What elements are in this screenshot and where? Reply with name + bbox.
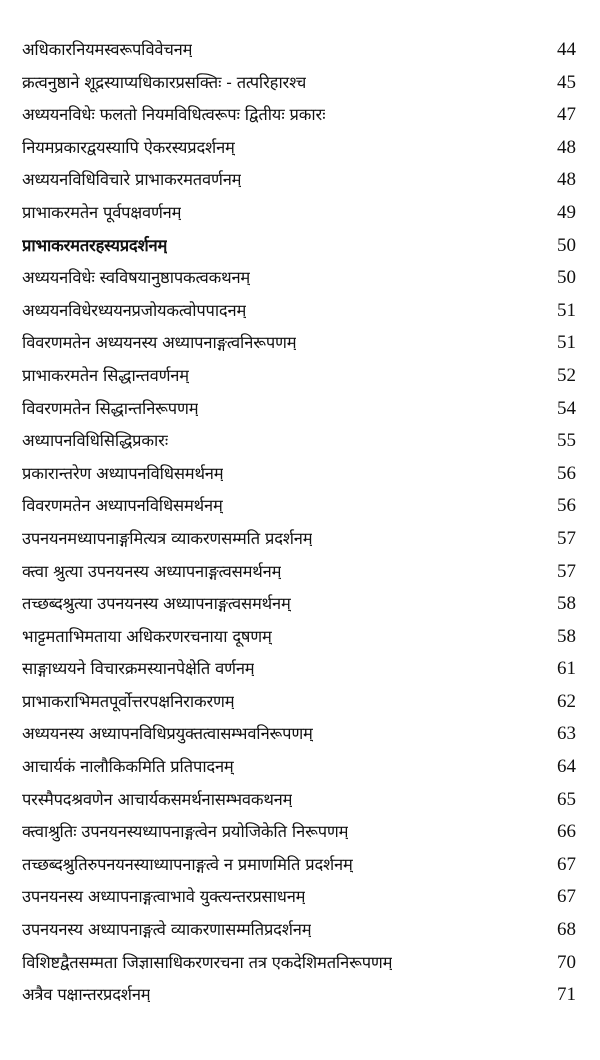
toc-entry-title: उपनयनस्य अध्यापनाङ्गत्वे व्याकरणासम्मतिप्रदर्शनम् bbox=[22, 920, 312, 940]
toc-entry-page-number: 51 bbox=[557, 299, 576, 321]
toc-entry-page-number: 71 bbox=[557, 984, 576, 1006]
toc-entry-page-number: 50 bbox=[557, 267, 576, 289]
toc-entry-page-number: 47 bbox=[557, 104, 576, 126]
toc-entry bbox=[22, 393, 576, 426]
toc-entry-page-number: 54 bbox=[557, 397, 576, 419]
toc-entry-title: साङ्गाध्ययने विचारक्रमस्यानपेक्षेति वर्णनम् bbox=[22, 659, 255, 679]
toc-entry-title: अधिकारनियमस्वरूपविवेचनम् bbox=[22, 40, 193, 59]
toc-entry bbox=[22, 230, 576, 263]
toc-entry bbox=[22, 490, 576, 523]
toc-entry bbox=[22, 653, 576, 686]
toc-entry-title: क्त्वा श्रुत्या उपनयनस्य अध्यापनाङ्गत्वसमर्थनम् bbox=[22, 561, 282, 581]
toc-entry-page-number: 67 bbox=[557, 853, 576, 875]
toc-entry bbox=[22, 556, 576, 589]
toc-entry bbox=[22, 523, 576, 556]
toc-entry-page-number: 57 bbox=[557, 560, 576, 582]
toc-entry bbox=[22, 67, 576, 100]
table-of-contents bbox=[22, 34, 576, 1012]
toc-entry bbox=[22, 34, 576, 67]
toc-entry-title: अध्ययनस्य अध्यापनविधिप्रयुक्तत्वासम्भवनिरूपणम् bbox=[22, 724, 313, 744]
toc-entry-page-number: 58 bbox=[557, 625, 576, 647]
toc-entry bbox=[22, 197, 576, 230]
toc-entry-title: भाट्टमताभिमताया अधिकरणरचनाया दूषणम् bbox=[22, 626, 272, 646]
toc-entry-title: अध्ययनविधेरध्ययनप्रजोयकत्वोपपादनम् bbox=[22, 300, 247, 320]
toc-entry-title: अत्रैव पक्षान्तरप्रदर्शनम् bbox=[22, 985, 151, 1005]
toc-entry-title: क्रत्वनुष्ठाने शूद्रस्याप्यधिकारप्रसक्तिः - तत्परिहारश्च bbox=[22, 72, 307, 92]
toc-entry bbox=[22, 881, 576, 914]
toc-entry bbox=[22, 132, 576, 165]
toc-entry-page-number: 58 bbox=[557, 593, 576, 615]
toc-entry bbox=[22, 588, 576, 621]
toc-entry-page-number: 62 bbox=[557, 690, 576, 712]
toc-entry-title: विवरणमतेन अध्ययनस्य अध्यापनाङ्गत्वनिरूपणम् bbox=[22, 333, 297, 353]
toc-entry-title: उपनयनमध्यापनाङ्गमित्यत्र व्याकरणसम्मति प्रदर्शनम् bbox=[22, 528, 313, 548]
toc-entry-title: विशिष्टद्वैतसम्मता जिज्ञासाधिकरणरचना तत्र एकदेशिमतनिरूपणम् bbox=[22, 952, 393, 972]
toc-entry-title: अध्ययनविधेः स्वविषयानुष्ठापकत्वकथनम् bbox=[22, 268, 251, 288]
toc-entry-page-number: 45 bbox=[557, 71, 576, 93]
toc-entry-page-number: 51 bbox=[557, 332, 576, 354]
toc-entry-page-number: 63 bbox=[557, 723, 576, 745]
toc-entry-page-number: 68 bbox=[557, 919, 576, 941]
toc-entry-page-number: 66 bbox=[557, 821, 576, 843]
toc-entry-page-number: 56 bbox=[557, 495, 576, 517]
toc-entry bbox=[22, 718, 576, 751]
toc-entry-page-number: 65 bbox=[557, 788, 576, 810]
toc-entry-page-number: 52 bbox=[557, 364, 576, 386]
toc-entry-page-number: 64 bbox=[557, 756, 576, 778]
toc-entry-title: उपनयनस्य अध्यापनाङ्गत्वाभावे युक्त्यन्तरप्रसाधनम् bbox=[22, 887, 306, 907]
toc-entry-title: प्रकारान्तरेण अध्यापनविधिसमर्थनम् bbox=[22, 463, 224, 483]
toc-entry-title: प्राभाकरमतरहस्यप्रदर्शनम् bbox=[22, 235, 168, 255]
toc-entry-title: विवरणमतेन सिद्धान्तनिरूपणम् bbox=[22, 398, 199, 418]
toc-entry bbox=[22, 458, 576, 491]
toc-entry-title: प्राभाकरमतेन सिद्धान्तवर्णनम् bbox=[22, 365, 189, 385]
toc-entry bbox=[22, 947, 576, 980]
toc-entry-page-number: 48 bbox=[557, 136, 576, 158]
toc-entry bbox=[22, 686, 576, 719]
toc-entry bbox=[22, 327, 576, 360]
toc-entry bbox=[22, 425, 576, 458]
toc-entry bbox=[22, 914, 576, 947]
toc-entry-title: प्राभाकरमतेन पूर्वपक्षवर्णनम् bbox=[22, 202, 182, 222]
toc-entry-title: नियमप्रकारद्वयस्यापि ऐकरस्यप्रदर्शनम् bbox=[22, 137, 235, 157]
toc-entry bbox=[22, 816, 576, 849]
toc-entry-page-number: 55 bbox=[557, 430, 576, 452]
toc-entry-title: आचार्यकं नालौकिकमिति प्रतिपादनम् bbox=[22, 757, 234, 777]
toc-entry bbox=[22, 784, 576, 817]
toc-entry bbox=[22, 262, 576, 295]
toc-entry-page-number: 44 bbox=[557, 39, 576, 60]
toc-entry bbox=[22, 621, 576, 654]
toc-entry-page-number: 57 bbox=[557, 527, 576, 549]
toc-entry-page-number: 50 bbox=[557, 234, 576, 256]
toc-entry-title: अध्ययनविधिविचारे प्राभाकरमतवर्णनम् bbox=[22, 170, 242, 190]
toc-entry-title: तच्छब्दश्रुतिरुपनयनस्याध्यापनाङ्गत्वे न प्रमाणमिति प्रदर्शनम् bbox=[22, 854, 353, 874]
toc-entry bbox=[22, 295, 576, 328]
toc-entry bbox=[22, 99, 576, 132]
toc-entry bbox=[22, 979, 576, 1012]
toc-entry-title: प्राभाकराभिमतपूर्वोत्तरपक्षनिराकरणम् bbox=[22, 691, 235, 711]
toc-entry-title: परस्मैपदश्रवणेन आचार्यकसमर्थनासम्भवकथनम् bbox=[22, 789, 293, 809]
toc-entry-page-number: 61 bbox=[557, 658, 576, 680]
toc-entry-page-number: 49 bbox=[557, 201, 576, 223]
toc-entry bbox=[22, 164, 576, 197]
toc-entry-title: तच्छब्दश्रुत्या उपनयनस्य अध्यापनाङ्गत्वसमर्थनम् bbox=[22, 594, 291, 614]
toc-entry-page-number: 67 bbox=[557, 886, 576, 908]
toc-entry-page-number: 56 bbox=[557, 462, 576, 484]
toc-entry-page-number: 70 bbox=[557, 951, 576, 973]
toc-entry-title: विवरणमतेन अध्यापनविधिसमर्थनम् bbox=[22, 496, 223, 516]
toc-entry bbox=[22, 849, 576, 882]
toc-entry-title: अध्यापनविधिसिद्धिप्रकारः bbox=[22, 431, 168, 451]
toc-entry-title: क्त्वाश्रुतिः उपनयनस्यध्यापनाङ्गत्वेन प्रयोजिकेति निरूपणम् bbox=[22, 822, 349, 842]
toc-entry-page-number: 48 bbox=[557, 169, 576, 191]
toc-entry bbox=[22, 360, 576, 393]
toc-entry bbox=[22, 751, 576, 784]
toc-entry-title: अध्ययनविधेः फलतो नियमविधित्वरूपः द्वितीयः प्रकारः bbox=[22, 105, 326, 125]
